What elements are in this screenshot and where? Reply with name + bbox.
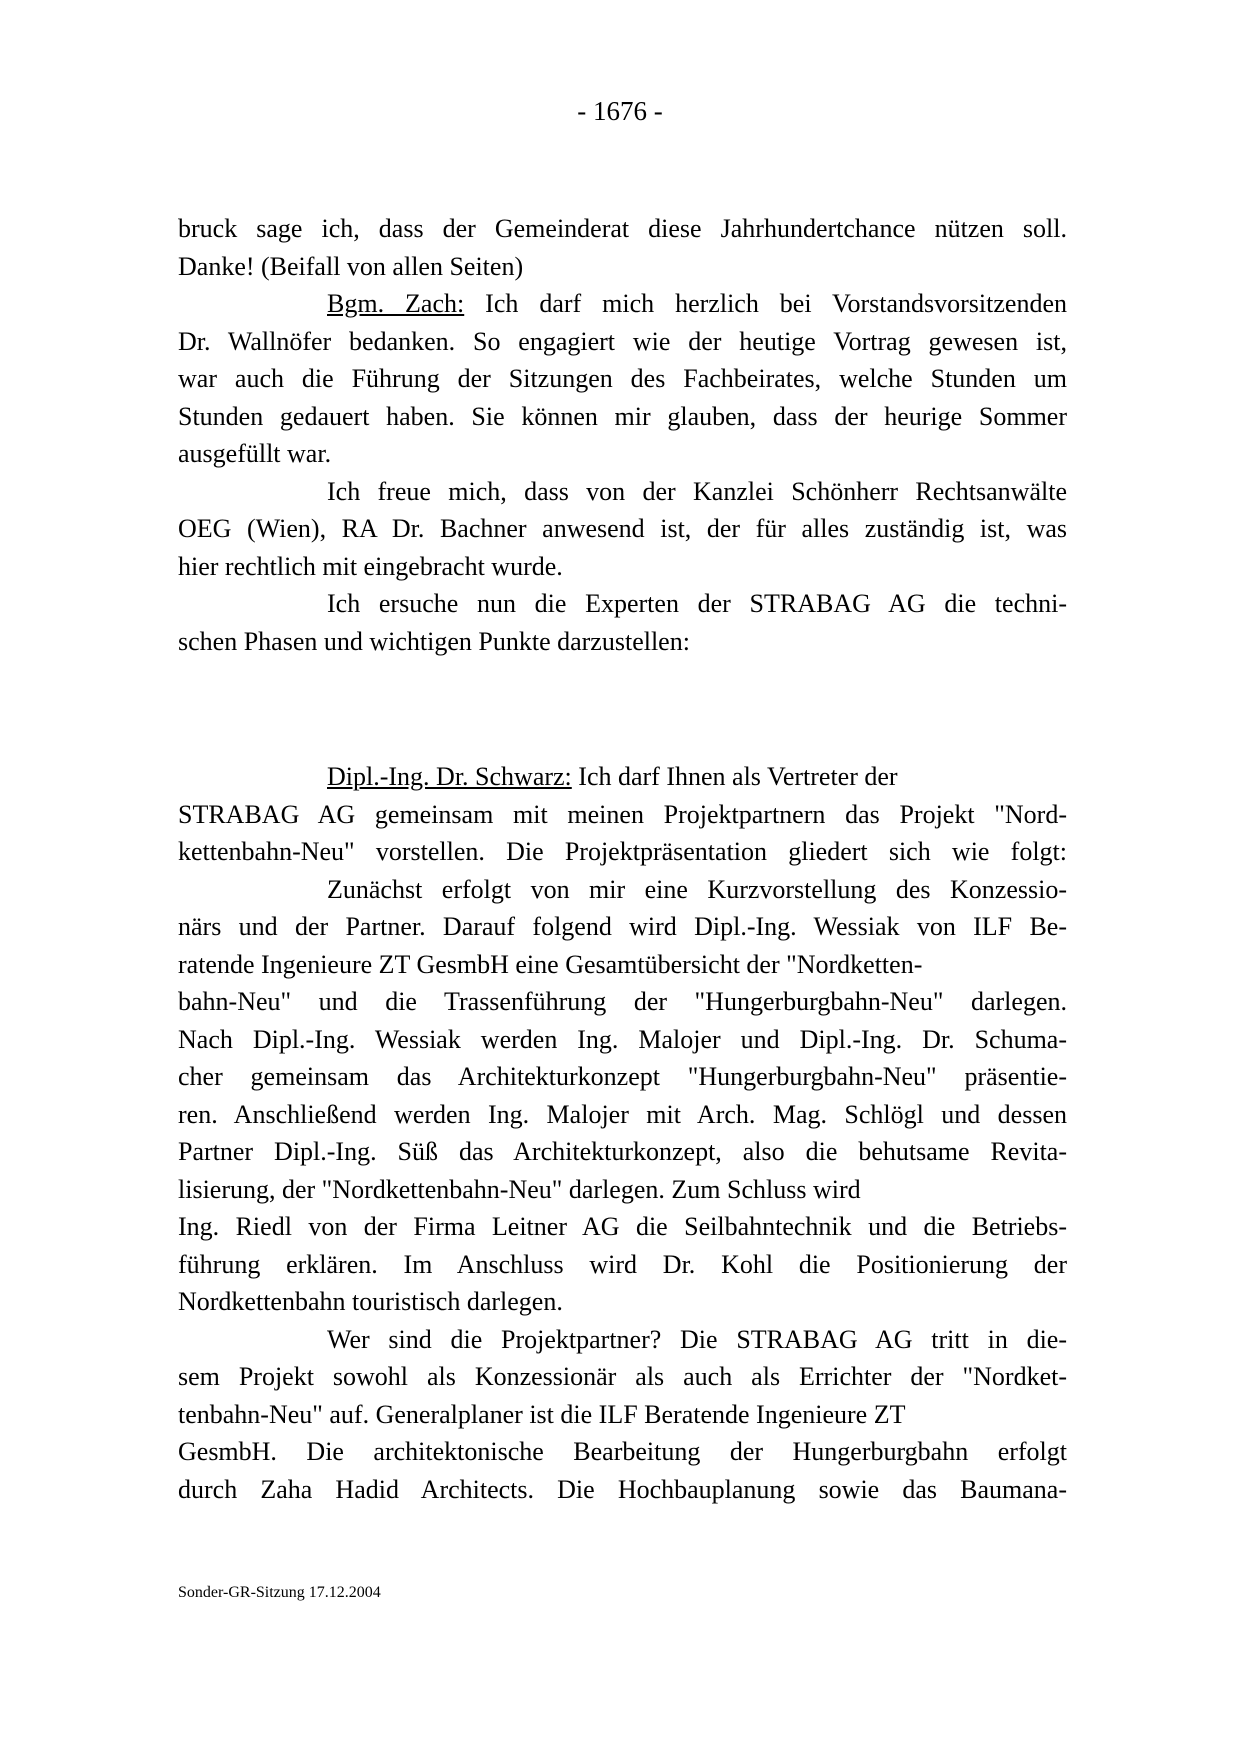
line-text: Partner Dipl.-Ing. Süß das Architekturkonzept, also die behutsame Revita-	[178, 1137, 1067, 1166]
text-line	[178, 548, 1067, 586]
text-line	[178, 758, 1067, 796]
text-line	[178, 983, 1067, 1021]
line-text: GesmbH. Die architektonische Bearbeitung der Hungerburgbahn erfolgt	[178, 1437, 1067, 1466]
text-line	[178, 248, 1067, 286]
text-line	[178, 435, 1067, 473]
line-text: schen Phasen und wichtigen Punkte darzustellen:	[178, 626, 690, 656]
text-line	[178, 510, 1067, 548]
text-line	[178, 360, 1067, 398]
text-line	[178, 1246, 1067, 1284]
line-text: Ich ersuche nun die Experten der STRABAG AG die techni-	[327, 589, 1067, 618]
line-text: Wer sind die Projektpartner? Die STRABAG AG tritt in die-	[327, 1324, 1067, 1354]
text-line	[178, 1396, 1067, 1434]
line-text: Danke! (Beifall von allen Seiten)	[178, 251, 524, 281]
line-text: Ich darf mich herzlich bei Vorstandsvorsitzenden	[464, 289, 1067, 318]
line-text: sem Projekt sowohl als Konzessionär als auch als Errichter der "Nordket-	[178, 1362, 1067, 1391]
text-line	[178, 1133, 1067, 1171]
line-text: durch Zaha Hadid Architects. Die Hochbauplanung sowie das Baumana-	[178, 1474, 1067, 1504]
line-text: hier rechtlich mit eingebracht wurde.	[178, 551, 563, 581]
footer: Sonder-GR-Sitzung 17.12.2004	[178, 1584, 381, 1601]
line-text: kettenbahn-Neu" vorstellen. Die Projektpräsentation gliedert sich wie folgt:	[178, 837, 1067, 866]
line-text: Nordkettenbahn touristisch darlegen.	[178, 1287, 563, 1316]
page-number: - 1676 -	[577, 96, 663, 126]
line-text: närs und der Partner. Darauf folgend wird Dipl.-Ing. Wessiak von ILF Be-	[178, 912, 1067, 941]
line-text: ren. Anschließend werden Ing. Malojer mit Arch. Mag. Schlögl und dessen	[178, 1099, 1067, 1129]
line-text: OEG (Wien), RA Dr. Bachner anwesend ist, der für alles zuständig ist, was	[178, 514, 1067, 543]
line-text: Dr. Wallnöfer bedanken. So engagiert wie der heutige Vortrag gewesen ist,	[178, 326, 1067, 356]
text-line	[178, 623, 1067, 661]
line-text: ratende Ingenieure ZT GesmbH eine Gesamtübersicht der "Nordketten-	[178, 949, 923, 979]
text-line	[178, 473, 1067, 511]
text-line	[178, 946, 1067, 984]
text-line	[178, 1433, 1067, 1471]
line-text: STRABAG AG gemeinsam mit meinen Projektpartnern das Projekt "Nord-	[178, 799, 1067, 829]
text-line	[178, 285, 1067, 323]
line-text: Ich freue mich, dass von der Kanzlei Schönherr Rechtsanwälte	[327, 476, 1067, 506]
speaker-name: Bgm. Zach:	[327, 289, 465, 318]
text-line	[178, 1283, 1067, 1321]
line-text: cher gemeinsam das Architekturkonzept "Hungerburgbahn-Neu" präsentie-	[178, 1062, 1067, 1091]
text-line	[178, 1096, 1067, 1134]
text-line	[178, 796, 1067, 834]
line-text: Ing. Riedl von der Firma Leitner AG die Seilbahntechnik und die Betriebs-	[178, 1212, 1067, 1241]
text-line	[178, 1171, 1067, 1209]
text-block-schwarz	[178, 758, 1067, 1508]
line-text: tenbahn-Neu" auf. Generalplaner ist die ILF Beratende Ingenieure ZT	[178, 1399, 906, 1429]
speaker-name: Dipl.-Ing. Dr. Schwarz:	[327, 762, 572, 791]
line-text: Ich darf Ihnen als Vertreter der	[571, 762, 898, 791]
line-text: ausgefüllt war.	[178, 439, 332, 468]
text-line	[178, 1358, 1067, 1396]
text-line	[178, 585, 1067, 623]
line-text: Nach Dipl.-Ing. Wessiak werden Ing. Malojer und Dipl.-Ing. Dr. Schuma-	[178, 1024, 1067, 1054]
text-line	[178, 1471, 1067, 1509]
text-block-intro	[178, 210, 1067, 660]
text-line	[178, 1321, 1067, 1359]
text-line	[178, 398, 1067, 436]
text-line	[178, 833, 1067, 871]
line-text: führung erklären. Im Anschluss wird Dr. Kohl die Positionierung der	[178, 1249, 1067, 1279]
text-line	[178, 1208, 1067, 1246]
line-text: bahn-Neu" und die Trassenführung der "Hungerburgbahn-Neu" darlegen.	[178, 987, 1067, 1016]
line-text: lisierung, der "Nordkettenbahn-Neu" darlegen. Zum Schluss wird	[178, 1174, 861, 1204]
line-text: Zunächst erfolgt von mir eine Kurzvorstellung des Konzessio-	[327, 874, 1067, 904]
line-text: war auch die Führung der Sitzungen des Fachbeirates, welche Stunden um	[178, 364, 1067, 393]
text-line	[178, 1058, 1067, 1096]
line-text: bruck sage ich, dass der Gemeinderat diese Jahrhundertchance nützen soll.	[178, 214, 1067, 243]
text-line	[178, 210, 1067, 248]
text-line	[178, 323, 1067, 361]
text-line	[178, 1021, 1067, 1059]
line-text: Stunden gedauert haben. Sie können mir glauben, dass der heurige Sommer	[178, 401, 1067, 431]
text-line	[178, 871, 1067, 909]
text-line	[178, 908, 1067, 946]
